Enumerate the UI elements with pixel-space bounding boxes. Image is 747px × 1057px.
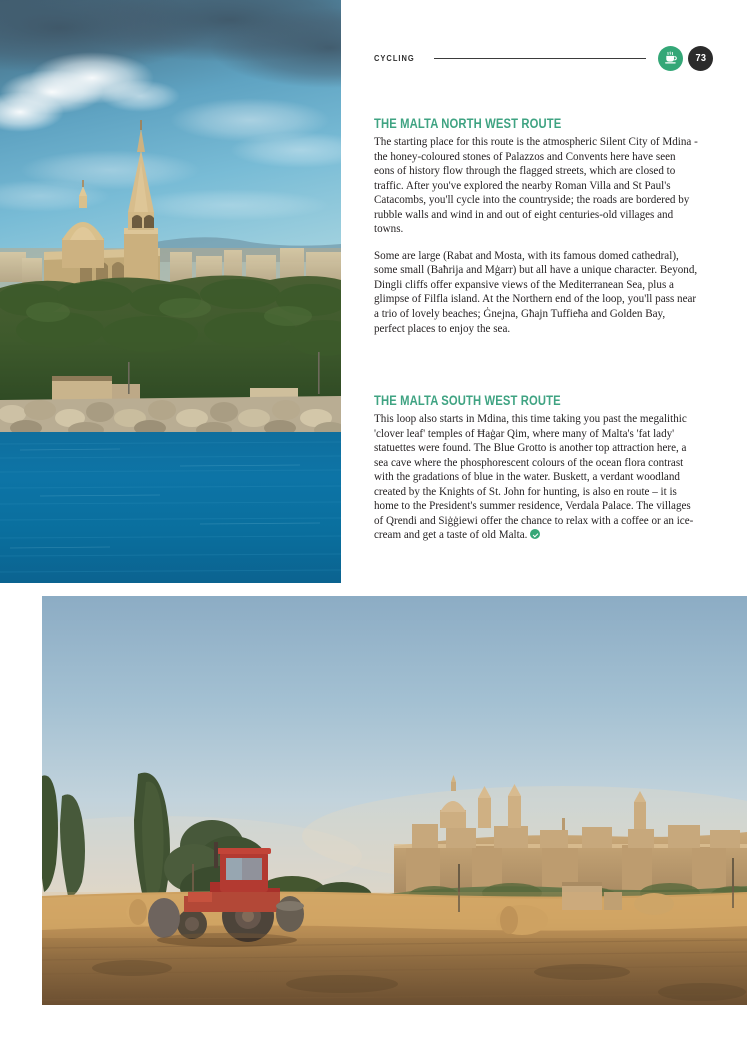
photo-coastal-church-artwork [0,0,341,583]
paragraph: Some are large (Rabat and Mosta, with its famous domed cathedral), some small (Baħrija and Mġarr) but all have a unique character. Beyond, Dingli cliffs offer expansive views of the Mediterranean Sea, plus a glimpse of Filfla island. At the Northern end of the loop, you'll pass near a trio of lovely beaches; Ġnejna, Għajn Tuffieħa and Golden Bay, perfect places to enjoy the sea. [374,249,698,335]
page-number-badge [688,46,713,71]
section-heading-south-west: THE MALTA SOUTH WEST ROUTE [374,393,561,408]
running-head-rule [434,58,646,59]
running-head-label: CYCLING [374,53,415,63]
section-heading-north-west: THE MALTA NORTH WEST ROUTE [374,116,562,131]
article-section-north-west [374,116,698,348]
paragraph [374,412,698,543]
paragraph: The starting place for this route is the atmospheric Silent City of Mdina - the honey-coloured stones of Palazzos and Convents here have seen eons of history flow through the flagged streets, which are closed to traffic. After you've explored the nearby Roman Villa and St Paul's Catacombs, you'll cycle into the countryside; the roads are bordered by rubble walls and wind in and out of eight centuries-old villages and towns. [374,136,698,236]
article-section-south-west [374,393,698,555]
photo-tractor-mdina-artwork [42,596,747,1005]
photo-tractor-mdina [42,596,747,1005]
end-of-article-marker-icon [530,529,540,539]
page-number: 73 [695,52,706,64]
paragraph-text: This loop also starts in Mdina, this time taking you past the megalithic 'clover leaf' temples of Ħaġar Qim, where many of Malta's 'fat lady' statuettes were found. The Blue Grotto is another top attraction here, a sea cave where the phosphorescent colours of the ocean flora contrast with the gradations of blue in the water. Buskett, a verdant woodland created by the Knights of St. John for hunting, is also en route – it is home to the President's summer residence, Verdala Palace. The villages of Qrendi and Siġġiewi offer the chance to relax with a coffee or an ice-cream and get a taste of old Malta. [374,413,694,542]
photo-coastal-church [0,0,341,583]
coffee-cup-icon-glyph [663,50,679,66]
coffee-icon [658,46,683,71]
running-head [374,42,713,74]
